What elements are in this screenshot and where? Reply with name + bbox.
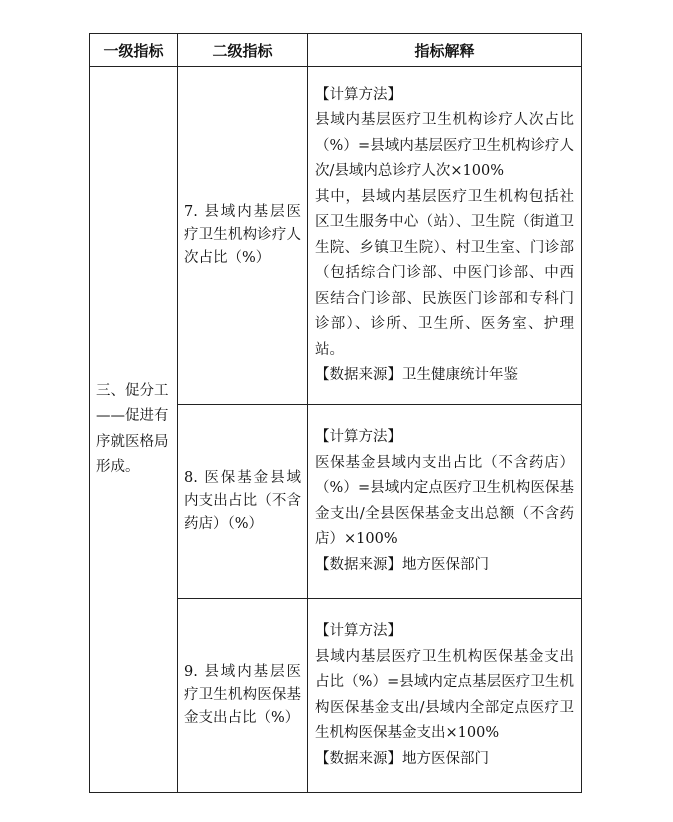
data-source: 【数据来源】地方医保部门 [315,750,489,767]
method-formula: 县域内基层医疗卫生机构诊疗人次占比（%）=县域内基层医疗卫生机构诊疗人次/县域内总诊疗人次×100% [315,112,574,179]
header-explanation: 指标解释 [308,34,582,67]
level1-text: 三、促分工——促进有序就医格局形成。 [96,382,169,475]
level2-indicator-8: 8. 医保基金县域内支出占比（不含药店）（%） [178,405,308,599]
header-level2: 二级指标 [178,34,308,67]
table-row [90,67,582,405]
explanation-8 [308,405,582,599]
indicator-table [89,33,582,793]
table-header-row [90,34,582,67]
explanation-9 [308,599,582,793]
method-formula: 医保基金县域内支出占比（不含药店）（%）=县域内定点医疗卫生机构医保基金支出/全县医保基金支出总额（不含药店）×100% [315,454,574,547]
explanation-7 [308,67,582,405]
level2-indicator-7: 7. 县域内基层医疗卫生机构诊疗人次占比（%） [178,67,308,405]
data-source: 【数据来源】地方医保部门 [315,556,489,573]
method-label: 【计算方法】 [315,429,402,445]
level2-indicator-9: 9. 县域内基层医疗卫生机构医保基金支出占比（%） [178,599,308,793]
header-level1: 一级指标 [90,34,178,67]
data-source: 【数据来源】卫生健康统计年鉴 [315,367,518,383]
method-label: 【计算方法】 [315,86,402,103]
level1-indicator [90,67,178,793]
method-formula: 县域内基层医疗卫生机构医保基金支出占比（%）=县域内定点基层医疗卫生机构医保基金支出/县域内全部定点医疗卫生机构医保基金支出×100% [315,648,574,741]
method-note: 其中，县域内基层医疗卫生机构包括社区卫生服务中心（站）、卫生院（街道卫生院、乡镇卫生院）、村卫生室、门诊部（包括综合门诊部、中医门诊部、中西医结合门诊部、民族医门诊部和专科门诊部）、诊所、卫生所、医务室、护理站。 [315,188,574,358]
method-label: 【计算方法】 [315,623,402,639]
